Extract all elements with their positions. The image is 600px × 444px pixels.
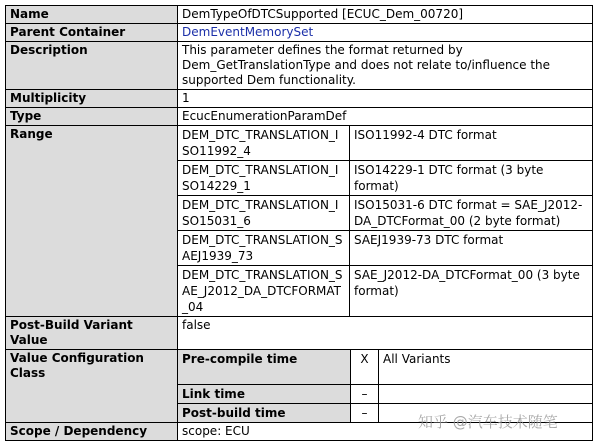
name-value: DemTypeOfDTCSupported [ECUC_Dem_00720] xyxy=(178,6,593,24)
range-item xyxy=(178,266,592,317)
range-item-desc: SAE_J2012-DA_DTCFormat_00 (3 byte format) xyxy=(350,266,593,317)
multiplicity-value: 1 xyxy=(178,90,593,108)
range-item xyxy=(178,231,592,266)
type-label: Type xyxy=(6,108,178,126)
row-range xyxy=(6,126,593,317)
scope-label: Scope / Dependency xyxy=(6,423,178,441)
watermark: 知乎 @汽车技术随笔 xyxy=(418,413,558,431)
parent-container-link[interactable]: DemEventMemorySet xyxy=(178,24,593,42)
post-build-label: Post-Build Variant Value xyxy=(6,317,178,350)
range-label: Range xyxy=(6,126,178,317)
config-phase-row xyxy=(178,350,592,385)
range-item-name: DEM_DTC_TRANSLATION_SAE_J2012_DA_DTCFORMAT_04 xyxy=(178,266,350,317)
value-config-label: Value Configuration Class xyxy=(6,350,178,423)
range-item xyxy=(178,196,592,231)
row-multiplicity xyxy=(6,90,593,108)
row-type xyxy=(6,108,593,126)
config-phase-name: Post-build time xyxy=(178,404,351,423)
type-value: EcucEnumerationParamDef xyxy=(178,108,593,126)
range-table xyxy=(178,126,592,316)
name-label: Name xyxy=(6,6,178,24)
range-item-desc: SAEJ1939-73 DTC format xyxy=(350,231,593,266)
range-item-name: DEM_DTC_TRANSLATION_ISO11992_4 xyxy=(178,126,350,161)
description-label: Description xyxy=(6,42,178,90)
multiplicity-label: Multiplicity xyxy=(6,90,178,108)
row-parent-container xyxy=(6,24,593,42)
range-item-desc: ISO11992-4 DTC format xyxy=(350,126,593,161)
range-item-desc: ISO14229-1 DTC format (3 byte format) xyxy=(350,161,593,196)
scope-value: scope: ECU xyxy=(178,423,593,441)
range-cell xyxy=(178,126,593,317)
range-item xyxy=(178,161,592,196)
config-phase-name: Link time xyxy=(178,385,351,404)
row-description xyxy=(6,42,593,90)
row-post-build-variant-value xyxy=(6,317,593,350)
config-phase-name: Pre-compile time xyxy=(178,350,351,385)
description-value: This parameter defines the format returned by Dem_GetTranslationType and does not relate to/influence the supported Dem functionality. xyxy=(178,42,593,90)
row-name xyxy=(6,6,593,24)
range-item xyxy=(178,126,592,161)
post-build-value: false xyxy=(178,317,593,350)
parent-container-label: Parent Container xyxy=(6,24,178,42)
config-phase-mark: X xyxy=(351,350,379,385)
range-item-desc: ISO15031-6 DTC format = SAE_J2012-DA_DTCFormat_00 (2 byte format) xyxy=(350,196,593,231)
config-phase-mark: – xyxy=(351,404,379,423)
range-item-name: DEM_DTC_TRANSLATION_ISO15031_6 xyxy=(178,196,350,231)
config-phase-variant: All Variants xyxy=(379,350,593,385)
parameter-spec-table xyxy=(5,5,593,441)
range-item-name: DEM_DTC_TRANSLATION_ISO14229_1 xyxy=(178,161,350,196)
config-phase-variant xyxy=(379,385,593,404)
config-phase-row xyxy=(178,385,592,404)
config-phase-mark: – xyxy=(351,385,379,404)
range-item-name: DEM_DTC_TRANSLATION_SAEJ1939_73 xyxy=(178,231,350,266)
